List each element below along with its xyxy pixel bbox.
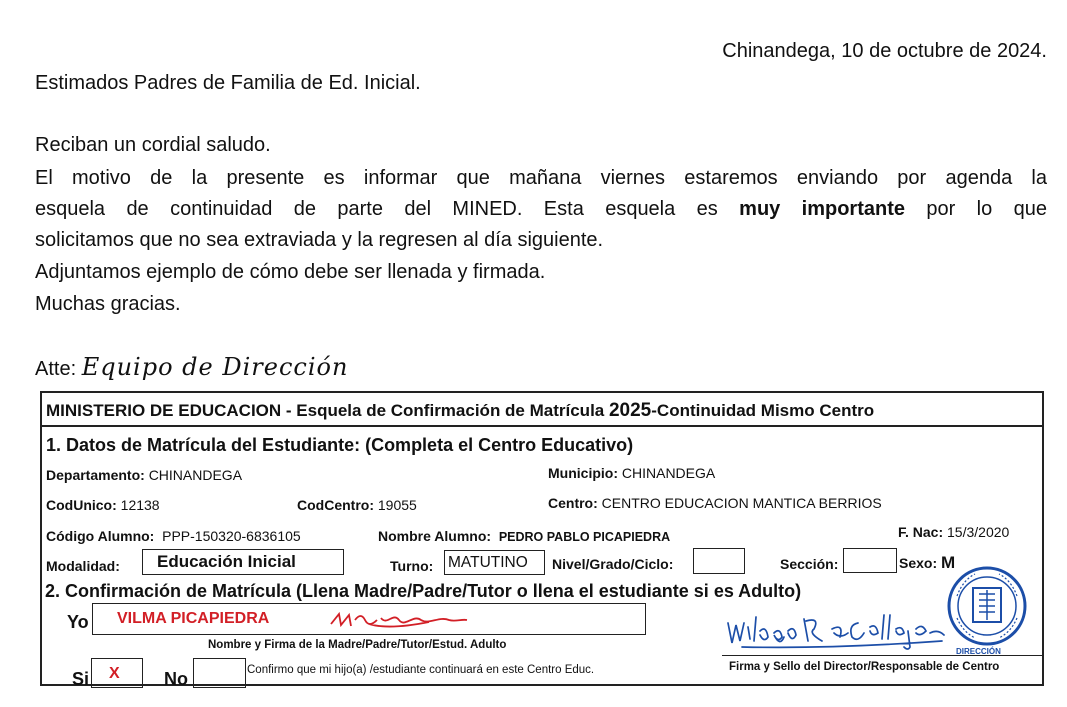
yo-name-box[interactable] xyxy=(92,603,646,635)
codigo-alumno-field: Código Alumno: PPP-150320-6836105 xyxy=(46,528,301,544)
si-mark: X xyxy=(109,665,120,682)
letter-body-line-4: Adjuntamos ejemplo de cómo debe ser llenada y firmada. xyxy=(35,261,546,283)
nivel-box[interactable] xyxy=(693,548,745,574)
nombre-alumno-field: Nombre Alumno: PEDRO PABLO PICAPIEDRA xyxy=(378,528,671,544)
form-title: MINISTERIO DE EDUCACION - Esquela de Confirmación de Matrícula 2025-Continuidad Mismo Centro xyxy=(42,393,1042,427)
turno-label: Turno: xyxy=(390,558,434,574)
fnac-field: F. Nac: 15/3/2020 xyxy=(898,524,1010,540)
turno-value: MATUTINO xyxy=(448,554,528,571)
codcentro-field: CodCentro: 19055 xyxy=(297,497,417,513)
letter-body-line-1: El motivo de la presente es informar que mañana viernes estaremos enviando por agenda la xyxy=(35,167,1047,189)
seccion-box[interactable] xyxy=(843,548,897,573)
section-1-heading: 1. Datos de Matrícula del Estudiante: (Completa el Centro Educativo) xyxy=(46,435,634,455)
no-checkbox[interactable] xyxy=(193,658,246,688)
director-signature-line xyxy=(722,655,1044,656)
centro-field: Centro: CENTRO EDUCACION MANTICA BERRIOS xyxy=(548,495,882,511)
modalidad-label: Modalidad: xyxy=(46,558,120,574)
yo-name-value: VILMA PICAPIEDRA xyxy=(117,610,270,627)
letter-salutation: Estimados Padres de Familia de Ed. Inicial. xyxy=(35,72,421,94)
parent-signature-scribble xyxy=(329,610,469,632)
letter-thanks: Muchas gracias. xyxy=(35,293,181,315)
letter-date: Chinandega, 10 de octubre de 2024. xyxy=(722,40,1047,62)
letter-signoff: Atte: Equipo de Dirección xyxy=(35,353,349,381)
letter-body-line-3: solicitamos que no sea extraviada y la regresen al día siguiente. xyxy=(35,229,604,251)
no-label: No xyxy=(164,669,188,689)
school-seal-icon xyxy=(945,566,1029,652)
director-caption: Firma y Sello del Director/Responsable de Centro xyxy=(729,661,1000,673)
codunico-field: CodUnico: 12138 xyxy=(46,497,160,513)
seccion-label: Sección: xyxy=(780,556,839,572)
matricula-form xyxy=(40,391,1044,689)
confirm-text: Confirmo que mi hijo(a) /estudiante continuará en este Centro Educ. xyxy=(247,664,595,676)
sexo-field: Sexo: M xyxy=(899,553,956,572)
municipio-field: Municipio: CHINANDEGA xyxy=(548,465,716,481)
yo-label: Yo xyxy=(67,612,89,632)
modalidad-value: Educación Inicial xyxy=(157,552,296,571)
emphasis-text: muy importante xyxy=(739,198,905,220)
signoff-team: Equipo de Dirección xyxy=(81,353,349,381)
si-label: Si xyxy=(72,669,90,689)
modalidad-box[interactable] xyxy=(142,549,344,575)
departamento-field: Departamento: CHINANDEGA xyxy=(46,467,243,483)
firma-caption: Nombre y Firma de la Madre/Padre/Tutor/Estud. Adulto xyxy=(208,639,507,651)
turno-box[interactable] xyxy=(444,550,545,575)
nivel-label: Nivel/Grado/Ciclo: xyxy=(552,556,674,572)
si-checkbox[interactable] xyxy=(91,658,143,688)
director-signature xyxy=(722,603,954,653)
section-2-heading: 2. Confirmación de Matrícula (Llena Madre/Padre/Tutor o llena el estudiante si es Adulto) xyxy=(45,581,802,601)
letter-greeting: Reciban un cordial saludo. xyxy=(35,134,271,156)
seal-text: DIRECCIÓN xyxy=(956,647,1001,656)
letter-body-line-2: esquela de continuidad de parte del MINED. Esta esquela es muy importante por lo que xyxy=(35,198,1047,220)
